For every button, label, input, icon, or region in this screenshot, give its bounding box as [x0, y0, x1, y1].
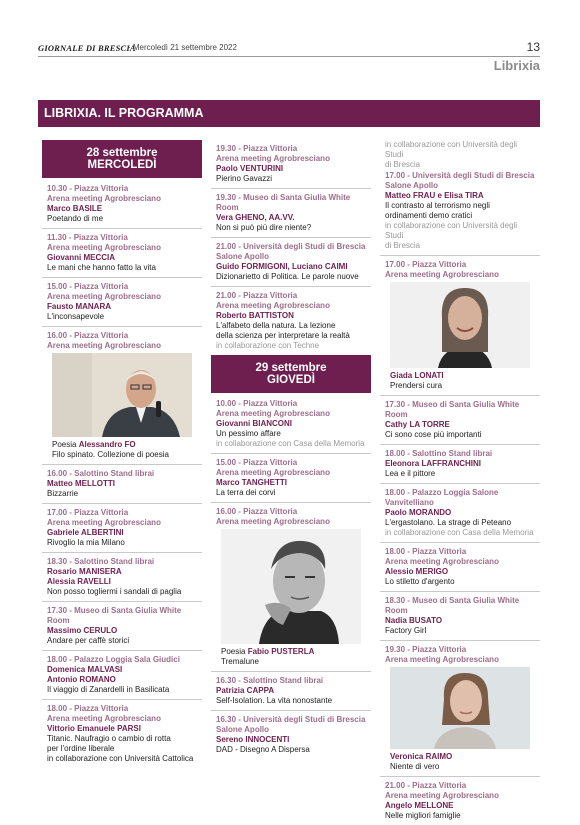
event-venue: Salone Apollo — [216, 725, 270, 734]
event-title: Filo spinato. Collezione di poesia — [52, 450, 169, 459]
column-3 — [380, 140, 540, 825]
event-note: in collaborazione con Università degli Studi — [385, 140, 518, 159]
newspaper-name: GIORNALE DI BRESCIA — [38, 43, 136, 53]
event-note: di Brescia — [385, 160, 421, 169]
event-time: 21.00 - Piazza Vittoria — [216, 291, 298, 300]
event-item — [380, 170, 540, 256]
event-title: L'inconsapevole — [47, 312, 105, 321]
event-item — [211, 503, 371, 672]
event-author: Alessandro FO — [78, 440, 136, 449]
event-title: Non si può più dire niente? — [216, 223, 312, 232]
event-venue: Arena meeting Agrobresciano — [385, 791, 499, 800]
event-title: Lo stiletto d'argento — [385, 577, 455, 586]
event-item — [211, 454, 371, 503]
event-item — [211, 395, 371, 454]
event-title: Dizionarietto di Politica. Le parole nuove — [216, 272, 359, 281]
event-title: L'ergastolano. La strage di Peteano — [385, 518, 512, 527]
event-time: 16.00 - Salottino Stand librai — [47, 469, 155, 478]
event-title: Tremalune — [221, 657, 259, 666]
caption-prefix: Poesia — [221, 647, 248, 656]
event-item — [42, 180, 202, 229]
event-time: 11.30 - Piazza Vittoria — [47, 233, 128, 242]
event-venue: Arena meeting Agrobresciano — [47, 341, 161, 350]
event-time: 19.30 - Piazza Vittoria — [385, 645, 467, 654]
event-author: Fausto MANARA — [47, 302, 111, 311]
event-item — [42, 553, 202, 602]
event-author: Giada LONATI — [390, 371, 444, 380]
event-author: Giovanni BIANCONI — [216, 419, 293, 428]
author-photo — [390, 667, 530, 749]
event-item — [42, 465, 202, 504]
event-title: Rivoglio la mia Milano — [47, 538, 125, 547]
event-author: Patrizia CAPPA — [216, 686, 275, 695]
event-author: Cathy LA TORRE — [385, 420, 450, 429]
event-item — [380, 484, 540, 543]
event-note: in collaborazione con Università degli Studi — [385, 221, 518, 240]
event-venue: Arena meeting Agrobresciano — [216, 468, 330, 477]
title-band — [38, 100, 540, 127]
day-weekday: GIOVEDÌ — [267, 374, 315, 386]
event-author: Vittorio Emanuele PARSI — [47, 724, 141, 733]
event-title: Bizzarrie — [47, 489, 79, 498]
event-author: Vera GHENO, AA.VV. — [216, 213, 295, 222]
event-item — [211, 189, 371, 238]
event-time: 18.30 - Salottino Stand librai — [47, 557, 155, 566]
event-author: Nadia BUSATO — [385, 616, 443, 625]
event-author: Marco TANGHETTI — [216, 478, 287, 487]
event-title: Un pessimo affare — [216, 429, 281, 438]
event-time: 18.00 - Palazzo Loggia Sala Giudici — [47, 655, 180, 664]
event-time: 15.00 - Piazza Vittoria — [47, 282, 129, 291]
event-item — [211, 672, 371, 711]
event-title: L'alfabeto della natura. La lezione — [216, 321, 336, 330]
event-title: Pierino Gavazzi — [216, 174, 273, 183]
event-title: La terra dei corvi — [216, 488, 276, 497]
event-item — [211, 711, 371, 759]
event-item — [42, 651, 202, 700]
event-title: Ci sono cose più importanti — [385, 430, 482, 439]
event-time: 18.00 - Piazza Vittoria — [385, 547, 467, 556]
event-title: Titanic. Naufragio o cambio di rotta — [47, 734, 171, 743]
page-number: 13 — [526, 40, 540, 54]
event-title: Nelle migliori famiglie — [385, 811, 461, 820]
event-author: Guido FORMIGONI, Luciano CAIMI — [216, 262, 348, 271]
event-title: Poetando di me — [47, 214, 104, 223]
event-item — [380, 543, 540, 592]
event-author: Marco BASILE — [47, 204, 103, 213]
event-title: Niente di vero — [390, 762, 440, 771]
event-item — [42, 700, 202, 768]
section-name: Librixia — [493, 58, 540, 73]
event-time: 10.00 - Piazza Vittoria — [216, 399, 298, 408]
event-item — [380, 641, 540, 777]
author-photo — [221, 529, 361, 644]
event-author: Roberto BATTISTON — [216, 311, 294, 320]
event-author: Fabio PUSTERLA — [247, 647, 315, 656]
event-venue: Arena meeting Agrobresciano — [385, 655, 499, 664]
event-title: Andare per caffè storici — [47, 636, 130, 645]
event-time: 17.30 - Museo di Santa Giulia White — [47, 606, 182, 615]
event-venue: Salone Apollo — [385, 181, 439, 190]
day-date: 28 settembre — [86, 147, 158, 159]
author-photo — [390, 282, 530, 368]
event-note: in collaborazione con Casa della Memoria — [216, 439, 365, 448]
event-title: per l'ordine liberale — [47, 744, 115, 753]
event-time: 16.30 - Salottino Stand librai — [216, 676, 324, 685]
event-item — [380, 777, 540, 825]
event-author: Paolo VENTURINI — [216, 164, 284, 173]
event-item — [380, 592, 540, 641]
day-header-29 — [211, 355, 371, 393]
author-photo — [52, 353, 192, 437]
event-item — [211, 238, 371, 287]
page-title: LIBRIXIA. IL PROGRAMMA — [44, 106, 204, 120]
event-time: 19.30 - Museo di Santa Giulia White Room — [216, 193, 351, 212]
event-author: Angelo MELLONE — [385, 801, 454, 810]
event-venue: Arena meeting Agrobresciano — [47, 292, 161, 301]
event-note: in collaborazione con Università Cattolica — [47, 754, 194, 763]
event-title: Non posso togliermi i sandali di paglia — [47, 587, 182, 596]
day-weekday: MERCOLEDÌ — [87, 159, 157, 171]
event-author: Matteo MELLOTTI — [47, 479, 115, 488]
event-time: 21.00 - Piazza Vittoria — [385, 781, 467, 790]
event-note: in collaborazione con Techne — [216, 341, 320, 350]
event-item — [211, 287, 371, 355]
event-item — [42, 278, 202, 327]
event-title: Prendersi cura — [390, 381, 443, 390]
caption-prefix: Poesia — [52, 440, 79, 449]
event-time: 17.00 - Piazza Vittoria — [385, 260, 467, 269]
event-venue: Arena meeting Agrobresciano — [47, 714, 161, 723]
event-author: Alessia RAVELLI — [47, 577, 111, 586]
event-title: Lea e il pittore — [385, 469, 436, 478]
event-title: Le mani che hanno fatto la vita — [47, 263, 156, 272]
author-portrait-image — [390, 282, 530, 368]
event-item — [42, 229, 202, 278]
event-item — [211, 140, 371, 189]
event-item — [380, 256, 540, 396]
event-time: 18.00 - Palazzo Loggia Salone Vanvitelliano — [385, 488, 499, 507]
event-item — [42, 504, 202, 553]
page-header — [38, 40, 540, 76]
event-title: della scienza per interpretare la realtà — [216, 331, 350, 340]
event-venue: Arena meeting Agrobresciano — [385, 557, 499, 566]
day-header-28 — [42, 140, 202, 178]
event-time: 18.30 - Museo di Santa Giulia White Room — [385, 596, 520, 615]
event-time: 21.00 - Università degli Studi di Brescia — [216, 242, 366, 251]
header-rule — [38, 56, 540, 57]
event-author: Rosario MANISERA — [47, 567, 122, 576]
event-time: 19.30 - Piazza Vittoria — [216, 144, 298, 153]
event-author: Matteo FRAU e Elisa TIRA — [385, 191, 484, 200]
event-author: Sereno INNOCENTI — [216, 735, 290, 744]
event-title: Self-Isolation. La vita nonostante — [216, 696, 333, 705]
event-title: DAD - Disegno A Dispersa — [216, 745, 310, 754]
event-time: 17.00 - Piazza Vittoria — [47, 508, 129, 517]
event-note: di Brescia — [385, 241, 421, 250]
author-portrait-image — [390, 667, 530, 749]
event-item — [380, 445, 540, 484]
event-venue: Salone Apollo — [216, 252, 270, 261]
event-time: 17.00 - Università degli Studi di Brescia — [385, 171, 535, 180]
issue-date: · Mercoledì 21 settembre 2022 — [128, 43, 237, 52]
author-portrait-image — [52, 353, 192, 437]
event-author: Massimo CERULO — [47, 626, 118, 635]
event-time: 10.30 - Piazza Vittoria — [47, 184, 129, 193]
event-title: Il contrasto al terrorismo negli — [385, 201, 490, 210]
event-venue: Arena meeting Agrobresciano — [216, 409, 330, 418]
event-venue: Room — [47, 616, 70, 625]
event-item — [42, 327, 202, 465]
event-author: Eleonora LAFFRANCHINI — [385, 459, 481, 468]
event-title: Il viaggio di Zanardelli in Basilicata — [47, 685, 170, 694]
event-venue: Arena meeting Agrobresciano — [216, 301, 330, 310]
event-venue: Arena meeting Agrobresciano — [47, 194, 161, 203]
event-author: Paolo MORANDO — [385, 508, 452, 517]
event-author: Giovanni MECCIA — [47, 253, 116, 262]
column-2 — [211, 140, 371, 759]
event-author: Gabriele ALBERTINI — [47, 528, 124, 537]
event-time: 16.00 - Piazza Vittoria — [47, 331, 129, 340]
column-1 — [42, 140, 202, 768]
event-time: 18.00 - Piazza Vittoria — [47, 704, 129, 713]
event-author: Antonio ROMANO — [47, 675, 116, 684]
author-portrait-image — [221, 529, 361, 644]
event-item — [42, 602, 202, 651]
event-venue: Arena meeting Agrobresciano — [216, 517, 330, 526]
event-time: 15.00 - Piazza Vittoria — [216, 458, 298, 467]
event-venue: Arena meeting Agrobresciano — [47, 518, 161, 527]
event-time: 17.30 - Museo di Santa Giulia White Room — [385, 400, 520, 419]
event-title: Factory Girl — [385, 626, 427, 635]
event-author: Domenica MALVASI — [47, 665, 123, 674]
event-item — [380, 396, 540, 445]
day-date: 29 settembre — [255, 362, 327, 374]
event-time: 16.00 - Piazza Vittoria — [216, 507, 298, 516]
event-author: Veronica RAIMO — [390, 752, 453, 761]
event-note: in collaborazione con Casa della Memoria — [385, 528, 534, 537]
event-venue: Arena meeting Agrobresciano — [385, 270, 499, 279]
event-author: Alessio MERIGO — [385, 567, 449, 576]
event-time: 16.30 - Università degli Studi di Brescia — [216, 715, 366, 724]
event-title: ordinamenti demo cratici — [385, 211, 473, 220]
event-time: 18.00 - Salottino Stand librai — [385, 449, 493, 458]
event-venue: Arena meeting Agrobresciano — [47, 243, 161, 252]
event-venue: Arena meeting Agrobresciano — [216, 154, 330, 163]
